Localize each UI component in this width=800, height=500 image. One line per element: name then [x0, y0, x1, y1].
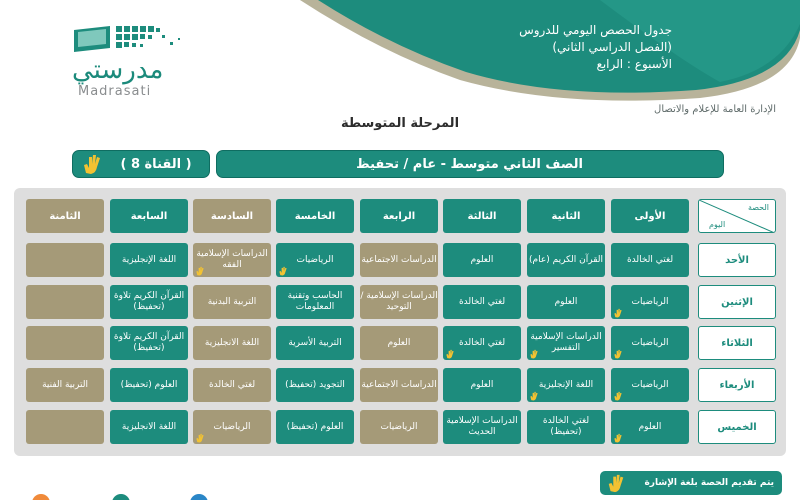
day-label: الأربعاء	[698, 368, 776, 402]
lesson-cell	[26, 326, 104, 360]
sign-language-icon	[445, 349, 455, 359]
lesson-cell: العلوم	[360, 326, 438, 360]
lesson-cell: القرآن الكريم (عام)	[527, 243, 605, 277]
lesson-cell	[26, 243, 104, 277]
day-label: الإثنين	[698, 285, 776, 319]
lesson-cell: الدراسات الإسلامية الحديث	[443, 410, 521, 444]
lesson-cell	[611, 326, 689, 360]
lesson-cell: العلوم (تحفيظ)	[110, 368, 188, 402]
sign-language-icon	[613, 308, 623, 318]
lesson-cell	[611, 410, 689, 444]
lesson-cell	[527, 368, 605, 402]
period-header: الرابعة	[360, 199, 438, 233]
sign-language-icon	[195, 266, 205, 276]
sign-language-icon	[195, 433, 205, 443]
lesson-cell: التربية الأسرية	[276, 326, 354, 360]
period-header: السابعة	[110, 199, 188, 233]
lesson-cell	[527, 326, 605, 360]
sign-language-note	[600, 471, 782, 495]
lesson-cell: الدراسات الاجتماعية	[360, 368, 438, 402]
decor-dot	[32, 494, 50, 500]
period-header: الثامنة	[26, 199, 104, 233]
period-header: الثانية	[527, 199, 605, 233]
lesson-cell: اللغة الانجليزية	[110, 410, 188, 444]
sign-language-icon	[529, 349, 539, 359]
ministry-logo: الإدارة العامة للإعلام والاتصال	[654, 104, 776, 115]
lesson-cell	[443, 326, 521, 360]
lesson-cell: العلوم	[527, 285, 605, 319]
header-text	[412, 22, 672, 73]
decor-dot	[112, 494, 130, 500]
lesson-label: العلوم	[638, 421, 662, 432]
lesson-cell: العلوم	[443, 243, 521, 277]
table-corner	[698, 199, 776, 233]
sign-language-icon	[278, 266, 288, 276]
lesson-cell	[611, 285, 689, 319]
decor-dot	[190, 494, 208, 500]
grade-banner	[216, 150, 724, 178]
sign-language-icon	[613, 433, 623, 443]
week-label: الأسبوع : الرابع	[596, 57, 672, 71]
period-header: السادسة	[193, 199, 271, 233]
lesson-cell: لغتي الخالدة	[443, 285, 521, 319]
stage-title: المرحلة المتوسطة	[340, 116, 460, 131]
day-label: الأحد	[698, 243, 776, 277]
logo-arabic: مدرستي	[72, 55, 164, 85]
lesson-cell	[276, 243, 354, 277]
semester-label: (الفصل الدراسي الثاني)	[552, 40, 672, 54]
lesson-cell: التربية الفنية	[26, 368, 104, 402]
lesson-label: الدراسات الإسلامية الفقه	[196, 249, 268, 270]
lesson-cell: لغتي الخالدة (تحفيظ)	[527, 410, 605, 444]
lesson-cell	[611, 368, 689, 402]
lesson-label: الرياضيات	[631, 379, 669, 390]
lesson-cell: الدراسات الاجتماعية	[360, 243, 438, 277]
lesson-label: الرياضيات	[296, 254, 334, 265]
lesson-cell	[193, 243, 271, 277]
day-label: الثلاثاء	[698, 326, 776, 360]
period-header: الخامسة	[276, 199, 354, 233]
lesson-cell: اللغة الإنجليزية	[110, 243, 188, 277]
sign-language-icon	[613, 391, 623, 401]
period-header: الأولى	[611, 199, 689, 233]
lesson-cell	[26, 285, 104, 319]
note-text: يتم تقديم الحصة بلغة الإشارة	[644, 478, 774, 488]
lesson-cell: التربية البدنية	[193, 285, 271, 319]
lesson-label: الدراسات الإسلامية التفسير	[530, 332, 602, 353]
lesson-label: لغتي الخالدة	[458, 337, 506, 348]
lesson-cell: لغتي الخالدة	[193, 368, 271, 402]
logo-latin: Madrasati	[78, 84, 152, 99]
channel-banner	[72, 150, 210, 178]
corner-day-label: اليوم	[709, 220, 726, 229]
lesson-label: الرياضيات	[213, 421, 251, 432]
schedule-title: جدول الحصص اليومي للدروس	[519, 23, 672, 37]
lesson-cell: الدراسات الإسلامية /التوحيد	[360, 285, 438, 319]
sign-language-icon	[529, 391, 539, 401]
grade-label: الصف الثاني متوسط - عام / تحفيظ	[356, 156, 583, 172]
sign-language-icon	[613, 349, 623, 359]
lesson-cell: العلوم	[443, 368, 521, 402]
period-header: الثالثة	[443, 199, 521, 233]
lesson-cell: التجويد (تحفيظ)	[276, 368, 354, 402]
sign-language-icon	[81, 153, 103, 175]
lesson-cell: الحاسب وتقنية المعلومات	[276, 285, 354, 319]
channel-label: ( القناة 8 )	[120, 156, 192, 172]
lesson-cell: القرآن الكريم تلاوة (تحفيظ)	[110, 285, 188, 319]
lesson-cell: لغتي الخالدة	[611, 243, 689, 277]
lesson-cell: الرياضيات	[360, 410, 438, 444]
corner-period-label: الحصة	[747, 203, 769, 212]
lesson-cell	[193, 410, 271, 444]
day-label: الخميس	[698, 410, 776, 444]
lesson-label: الرياضيات	[631, 337, 669, 348]
lesson-label: الرياضيات	[631, 296, 669, 307]
lesson-cell: اللغة الانجليزية	[193, 326, 271, 360]
sign-language-icon	[606, 473, 626, 493]
lesson-label: اللغة الإنجليزية	[538, 379, 594, 390]
lesson-cell: العلوم (تحفيظ)	[276, 410, 354, 444]
lesson-cell	[26, 410, 104, 444]
lesson-cell: القرآن الكريم تلاوة (تحفيظ)	[110, 326, 188, 360]
